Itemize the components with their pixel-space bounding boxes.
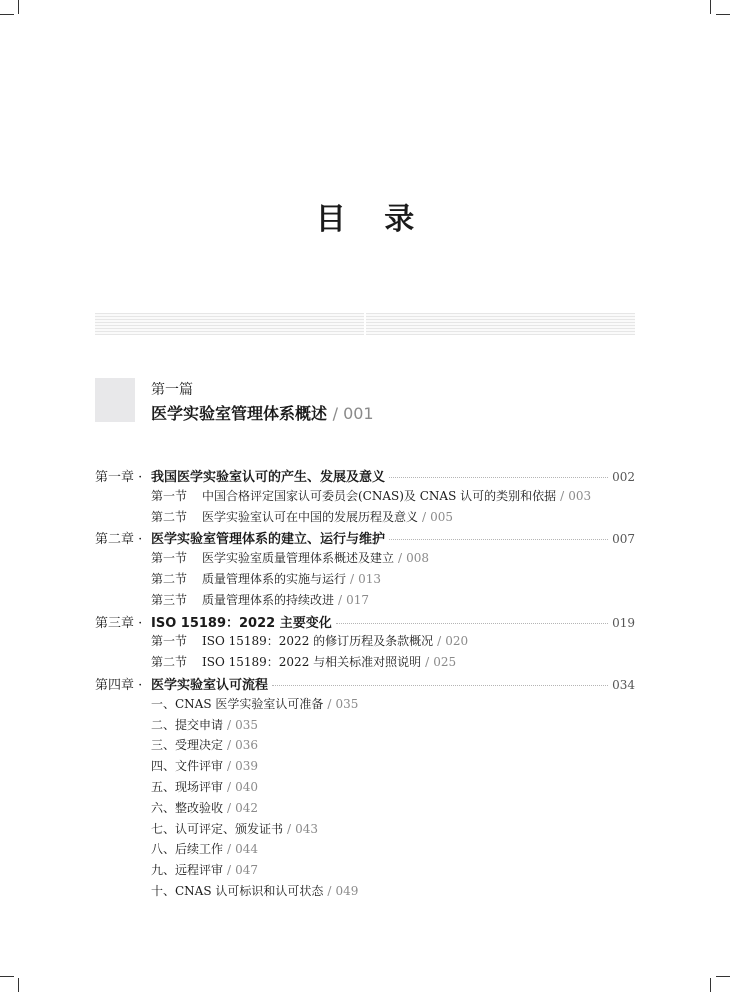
page-title: 目 录: [315, 202, 429, 237]
crop-mark-bottom-right-h: [716, 976, 730, 977]
item-title: 六、整改验收: [151, 800, 224, 815]
page-separator: /: [227, 759, 232, 774]
item-title: 九、远程评审: [151, 863, 224, 878]
section-page: 003: [568, 488, 592, 503]
toc-item[interactable]: [95, 840, 635, 861]
page-separator: /: [287, 821, 292, 836]
section-page: 013: [358, 571, 381, 586]
section-title: 质量管理体系的持续改进: [202, 592, 335, 607]
item-page: 035: [235, 717, 258, 732]
toc-section[interactable]: [95, 653, 635, 674]
page-separator: /: [338, 592, 343, 607]
item-title: 十、CNAS 认可标识和认可状态: [151, 883, 324, 898]
item-title: 四、文件评审: [151, 759, 224, 774]
toc-chapter-4[interactable]: [95, 674, 635, 695]
section-label: 第二节: [151, 655, 188, 670]
toc-section[interactable]: [95, 549, 635, 570]
toc-item[interactable]: [95, 882, 635, 903]
chapter-title: ISO 15189：2022 主要变化: [151, 615, 332, 631]
section-label: 第三节: [151, 592, 188, 607]
toc-chapter-2[interactable]: [95, 528, 635, 549]
section-title: ISO 15189：2022 的修订历程及条款概况: [202, 634, 434, 649]
section-title: ISO 15189：2022 与相关标准对照说明: [202, 655, 422, 670]
dot-leader: [272, 685, 608, 686]
item-page: 042: [235, 800, 258, 815]
chapter-title: 我国医学实验室认可的产生、发展及意义: [151, 470, 386, 485]
section-title: 医学实验室认可在中国的发展历程及意义: [202, 509, 419, 524]
page-separator: /: [437, 634, 442, 649]
crop-mark-top-left-h: [0, 14, 14, 15]
decorative-band-gap: [364, 313, 366, 335]
toc-chapter-1[interactable]: [95, 466, 635, 487]
section-label: 第一节: [151, 488, 188, 503]
page-separator: /: [227, 863, 232, 878]
item-title: 七、认可评定、颁发证书: [151, 821, 284, 836]
section-label: 第二节: [151, 571, 188, 586]
page-separator: /: [227, 800, 232, 815]
page-separator: /: [227, 738, 232, 753]
item-page: 040: [235, 779, 258, 794]
chapter-label: 第三章 ·: [95, 615, 143, 631]
table-of-contents: [95, 466, 635, 903]
item-page: 036: [235, 738, 258, 753]
item-page: 047: [235, 863, 258, 878]
chapter-label: 第二章 ·: [95, 532, 143, 548]
page-separator: /: [425, 655, 430, 670]
toc-item[interactable]: [95, 695, 635, 716]
page-separator: /: [227, 842, 232, 857]
section-label: 第一节: [151, 634, 188, 649]
section-page: 008: [406, 551, 429, 566]
toc-section[interactable]: [95, 570, 635, 591]
item-page: 049: [335, 883, 359, 898]
part-marker-box: [95, 378, 135, 422]
chapter-page: 019: [612, 615, 635, 630]
crop-mark-bottom-right: [710, 978, 711, 992]
page-separator: /: [327, 883, 332, 898]
toc-item[interactable]: [95, 716, 635, 737]
toc-chapter-3[interactable]: [95, 612, 635, 633]
toc-item[interactable]: [95, 736, 635, 757]
item-title: 二、提交申请: [151, 717, 224, 732]
toc-section[interactable]: [95, 591, 635, 612]
item-title: 一、CNAS 医学实验室认可准备: [151, 696, 324, 711]
page-separator: /: [422, 509, 427, 524]
toc-item[interactable]: [95, 757, 635, 778]
chapter-page: 002: [612, 470, 635, 484]
part-label: 第一篇: [151, 382, 193, 398]
item-page: 039: [235, 759, 258, 774]
toc-item[interactable]: [95, 799, 635, 820]
section-title: 中国合格评定国家认可委员会(CNAS)及 CNAS 认可的类别和依据: [202, 488, 557, 503]
section-page: 017: [346, 592, 369, 607]
dot-leader: [389, 477, 608, 478]
page-separator: /: [350, 571, 355, 586]
toc-section[interactable]: [95, 632, 635, 653]
page-separator: /: [327, 696, 332, 711]
part-title-text: 医学实验室管理体系概述: [151, 404, 328, 423]
section-page: 005: [430, 509, 453, 524]
chapter-label: 第四章 ·: [95, 677, 143, 693]
section-label: 第一节: [151, 551, 188, 566]
section-page: 025: [433, 655, 457, 670]
crop-mark-bottom-left-h: [0, 976, 14, 977]
part-page-number: / 001: [332, 404, 374, 423]
chapter-title: 医学实验室认可流程: [151, 677, 269, 693]
chapter-title: 医学实验室管理体系的建立、运行与维护: [151, 532, 386, 548]
page-separator: /: [227, 717, 232, 732]
toc-item[interactable]: [95, 861, 635, 882]
chapter-page: 007: [612, 532, 635, 547]
toc-section[interactable]: [95, 487, 635, 508]
crop-mark-top-right: [710, 0, 711, 14]
section-label: 第二节: [151, 509, 188, 524]
dot-leader: [336, 623, 608, 624]
chapter-label: 第一章 ·: [95, 470, 143, 485]
page-separator: /: [560, 488, 565, 503]
toc-item[interactable]: [95, 778, 635, 799]
toc-item[interactable]: [95, 820, 635, 841]
item-title: 三、受理决定: [151, 738, 224, 753]
section-title: 质量管理体系的实施与运行: [202, 571, 347, 586]
page-separator: /: [227, 779, 232, 794]
item-page: 035: [335, 696, 359, 711]
item-page: 044: [235, 842, 258, 857]
item-title: 八、后续工作: [151, 842, 224, 857]
crop-mark-top-left: [18, 0, 19, 14]
part-title[interactable]: [151, 401, 374, 424]
page-separator: /: [398, 551, 403, 566]
section-page: 020: [445, 634, 469, 649]
item-page: 043: [295, 821, 318, 836]
toc-section[interactable]: [95, 508, 635, 529]
dot-leader: [389, 539, 608, 540]
crop-mark-top-right-h: [716, 14, 730, 15]
section-title: 医学实验室质量管理体系概述及建立: [202, 551, 395, 566]
crop-mark-bottom-left: [18, 978, 19, 992]
item-title: 五、现场评审: [151, 779, 224, 794]
chapter-page: 034: [612, 677, 635, 692]
